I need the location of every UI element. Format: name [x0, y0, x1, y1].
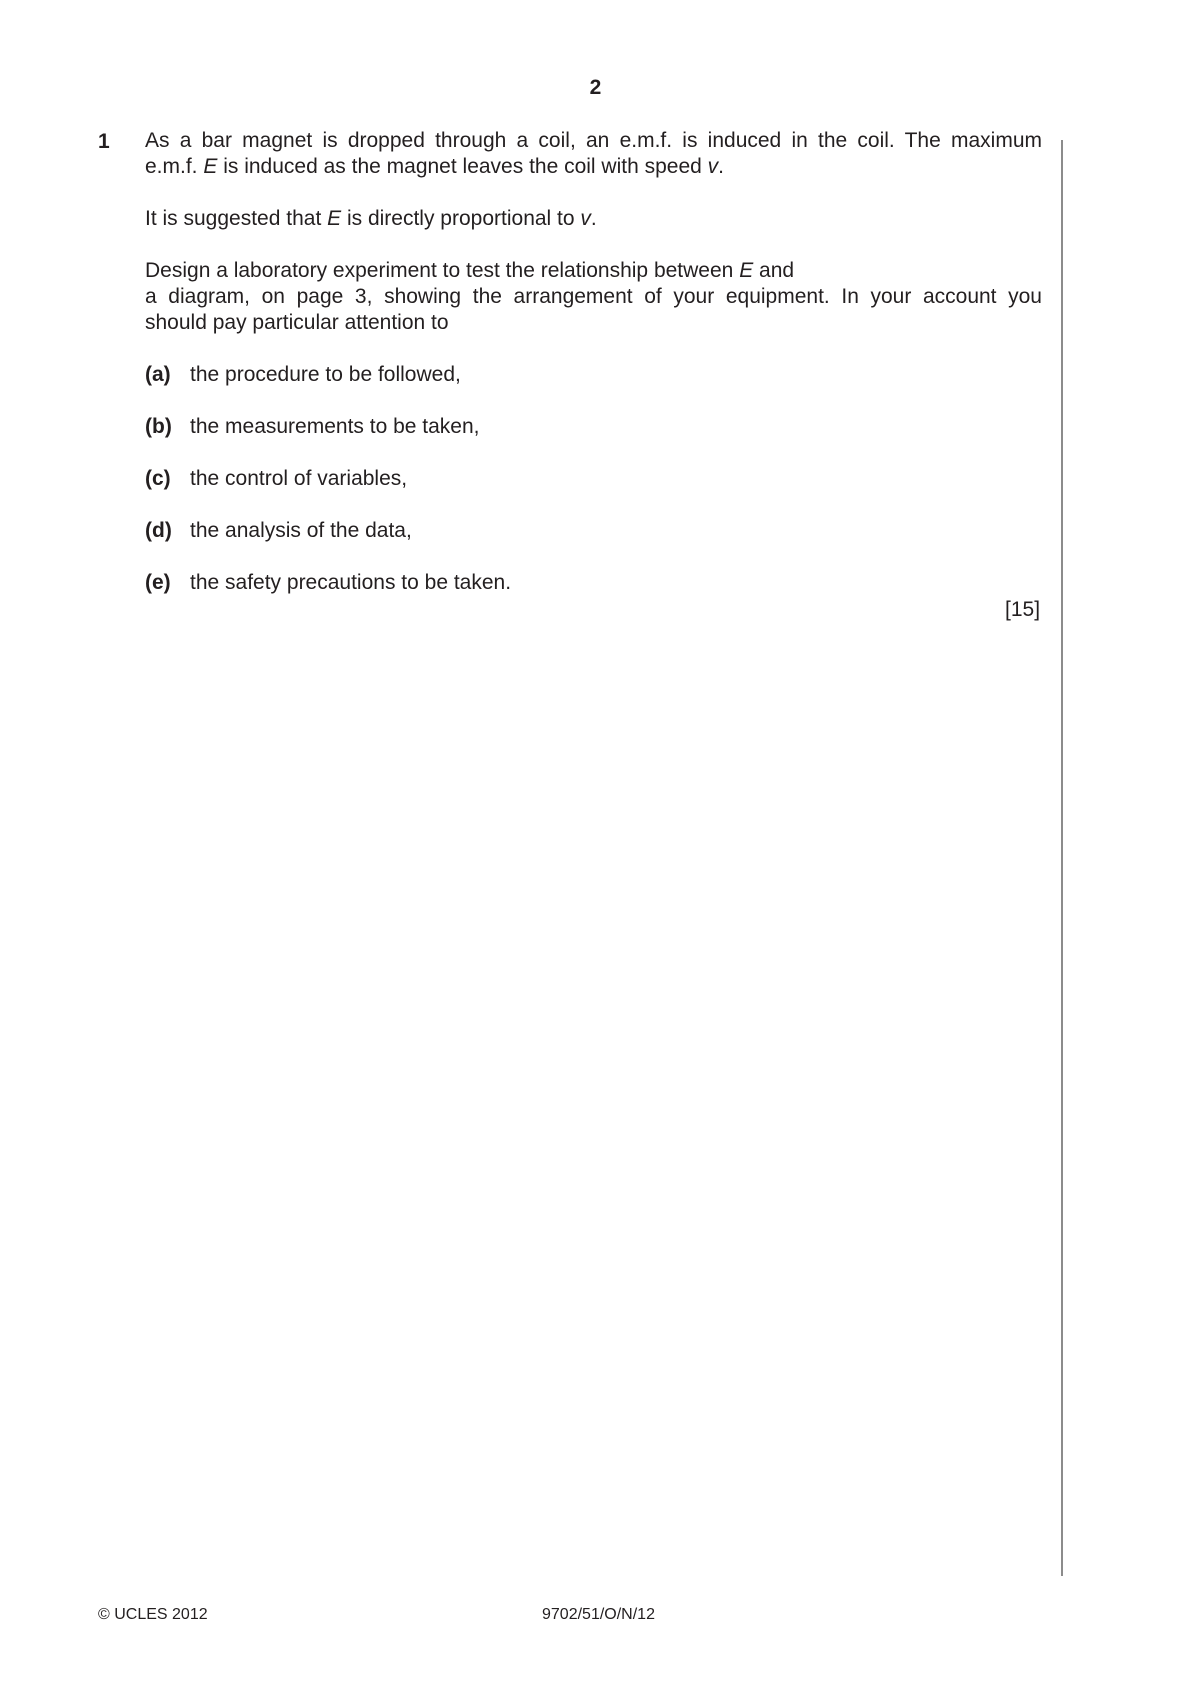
instruction-text: and	[753, 259, 795, 282]
symbol-E: E	[203, 155, 218, 178]
part-label: (d)	[145, 519, 172, 542]
part-label: (e)	[145, 571, 171, 594]
symbol-v: v	[580, 207, 591, 230]
intro-text: e.m.f.	[145, 155, 204, 178]
symbol-v: v	[707, 155, 719, 178]
instruction-line-2: a diagram, on page 3, showing the arrangement of your equipment. In your account you	[145, 285, 1042, 308]
question-intro	[145, 128, 1042, 180]
symbol-E: E	[327, 207, 342, 230]
part-text: the procedure to be followed,	[190, 363, 461, 386]
part-text: the measurements to be taken,	[190, 415, 480, 438]
page-number: 2	[589, 76, 602, 99]
intro-line-1: As a bar magnet is dropped through a coil, an e.m.f. is induced in the coil. The maximum	[145, 129, 1042, 152]
part-text: the control of variables,	[190, 467, 408, 490]
question-instruction	[145, 258, 1042, 336]
question-part	[145, 414, 1042, 440]
part-text: the safety precautions to be taken.	[190, 571, 512, 594]
suggestion-text: It is suggested that	[145, 207, 328, 230]
question-part	[145, 570, 1042, 596]
instruction-line-1	[145, 258, 1042, 284]
question-part	[145, 466, 1042, 492]
question-part	[145, 362, 1042, 388]
part-label: (c)	[145, 467, 171, 490]
margin-rule	[1061, 140, 1063, 1576]
marks-allocation: [15]	[1005, 598, 1041, 621]
intro-line-2	[145, 154, 1042, 180]
suggestion-line	[145, 206, 1042, 232]
part-text: the analysis of the data,	[190, 519, 412, 542]
question-parts-list	[145, 362, 1042, 596]
suggestion-text: .	[590, 207, 597, 230]
instruction-line-3: should pay particular attention to	[145, 311, 449, 334]
intro-text: .	[718, 155, 725, 178]
part-label: (a)	[145, 363, 171, 386]
question-part	[145, 518, 1042, 544]
symbol-E: E	[739, 259, 754, 282]
question-body	[145, 128, 1042, 622]
suggestion-text: is directly proportional to	[341, 207, 581, 230]
question-suggestion	[145, 206, 1042, 232]
instruction-text: Design a laboratory experiment to test the relationship between	[145, 259, 740, 282]
copyright-notice: © UCLES 2012	[98, 1606, 208, 1623]
question-number: 1	[98, 130, 110, 153]
intro-text: is induced as the magnet leaves the coil with speed	[217, 155, 708, 178]
paper-code: 9702/51/O/N/12	[542, 1606, 655, 1623]
part-label: (b)	[145, 415, 172, 438]
